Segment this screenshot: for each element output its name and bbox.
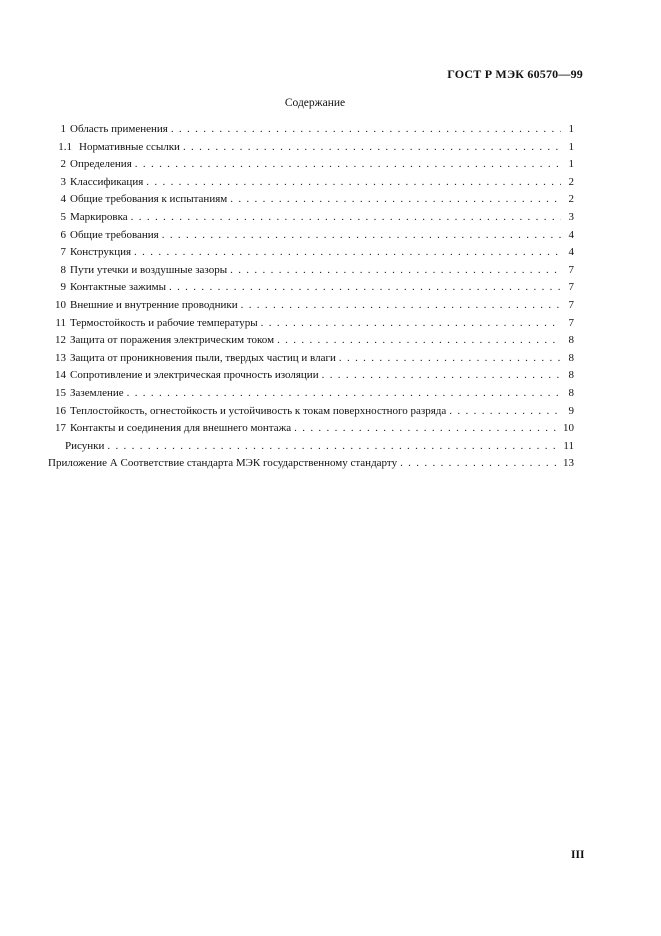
toc-entry-number: 1.1	[58, 140, 72, 153]
toc-entry-number: 5	[60, 210, 66, 223]
toc-entry[interactable]	[48, 385, 574, 403]
toc-entry[interactable]	[48, 209, 574, 227]
toc-entry[interactable]	[48, 244, 574, 262]
document-code: ГОСТ Р МЭК 60570—99	[447, 67, 583, 81]
toc-entry-number: 11	[55, 316, 66, 329]
toc-entry-title: Область применения	[70, 123, 168, 135]
toc-title: Содержание	[284, 97, 346, 109]
toc-entry-title: Защита от поражения электрическим током	[70, 334, 275, 347]
toc-entry-page: 10	[563, 422, 574, 435]
toc-entry[interactable]	[48, 174, 574, 192]
toc-entry-title: Термостойкость и рабочие температуры	[70, 316, 258, 329]
toc-entry-number: 1	[60, 123, 66, 135]
toc-entry[interactable]	[48, 121, 574, 139]
toc-entry-page: 8	[568, 334, 574, 347]
toc-entry[interactable]	[48, 156, 574, 174]
page-number: III	[571, 849, 585, 861]
toc-dot-leader	[261, 315, 561, 333]
toc-entry[interactable]	[48, 350, 574, 368]
toc-dot-leader	[131, 209, 561, 227]
toc-entry-page: 9	[568, 404, 574, 417]
toc-dot-leader	[277, 332, 561, 350]
toc-entry[interactable]	[48, 191, 574, 209]
toc-entry-title: Приложение А Соответствие стандарта МЭК государственному стандарту	[48, 457, 398, 470]
toc-entry-title: Сопротивление и электрическая прочность изоляции	[70, 369, 319, 382]
toc-entry-title: Защита от проникновения пыли, твердых частиц и влаги	[70, 351, 336, 364]
toc-entry-number: 9	[60, 281, 66, 294]
toc-entry-page: 4	[568, 246, 574, 259]
toc-entry-title: Заземление	[70, 386, 124, 399]
toc-dot-leader	[134, 244, 561, 262]
toc-entry-title: Теплостойкость, огнестойкость и устойчивость к токам поверхностного разряда	[70, 404, 447, 417]
toc-entry[interactable]	[48, 315, 574, 333]
toc-dot-leader	[183, 139, 561, 157]
toc-entry-page: 8	[568, 351, 574, 364]
toc-entry-number: 3	[60, 175, 66, 188]
toc-dot-leader	[135, 156, 561, 174]
toc-entry-page: 8	[568, 386, 574, 399]
toc-dot-leader	[294, 420, 560, 438]
toc-entry-number: 7	[60, 246, 66, 259]
toc-entry-number: 14	[55, 369, 66, 382]
toc-entry-number: 6	[60, 228, 66, 241]
toc-entry-page: 7	[568, 263, 574, 276]
toc-dot-leader	[230, 262, 561, 280]
toc-entry-number: 8	[60, 263, 66, 276]
toc-entry-page: 4	[568, 228, 574, 241]
toc-entry[interactable]	[48, 139, 574, 157]
toc-entry-page: 2	[568, 175, 574, 188]
toc-entry-page: 7	[568, 316, 574, 329]
toc-entry-number: 15	[55, 386, 66, 399]
toc-entry[interactable]	[48, 332, 574, 350]
toc-entry-title: Общие требования	[70, 228, 159, 241]
toc-entry-title: Нормативные ссылки	[79, 140, 180, 153]
toc-entry-page: 2	[568, 193, 574, 206]
toc-entry-title: Контакты и соединения для внешнего монтажа	[70, 422, 292, 435]
toc-dot-leader	[162, 227, 561, 245]
toc-entry-number: 13	[55, 351, 66, 364]
toc-entry-page: 11	[563, 439, 574, 452]
toc-entry-title: Определения	[70, 158, 132, 171]
toc-entry-number: 12	[55, 334, 66, 347]
toc-entry-title: Классификация	[70, 175, 144, 188]
toc-dot-leader	[241, 297, 561, 315]
toc-entry-page: 1	[568, 158, 574, 171]
toc-entry-page: 7	[568, 281, 574, 294]
toc-entry-appendix[interactable]	[48, 455, 574, 473]
toc-entry[interactable]	[48, 227, 574, 245]
toc-entry[interactable]	[48, 279, 574, 297]
toc-dot-leader	[400, 455, 560, 473]
toc-entry-title: Пути утечки и воздушные зазоры	[70, 263, 228, 276]
toc-entry-title: Общие требования к испытаниям	[70, 193, 228, 206]
toc-entry-number: 17	[55, 422, 66, 435]
toc-entry-number: 2	[60, 158, 66, 171]
toc-entry-number: 10	[55, 298, 66, 311]
toc-dot-leader	[146, 174, 561, 192]
toc-dot-leader	[107, 438, 560, 456]
toc-entry-page: 8	[568, 369, 574, 382]
toc-entry-number: 4	[60, 193, 66, 206]
toc-entry-title: Рисунки	[65, 439, 105, 452]
toc-entry[interactable]	[48, 262, 574, 280]
toc-entry-number: 16	[55, 404, 66, 417]
toc-entry-page: 1	[568, 140, 574, 153]
toc-dot-leader	[171, 121, 561, 139]
toc-entry-page: 7	[568, 298, 574, 311]
toc-entry-page: 13	[563, 457, 574, 470]
toc-entry-page: 1	[568, 123, 574, 135]
toc-dot-leader	[322, 367, 561, 385]
toc-entry-title: Маркировка	[70, 210, 128, 223]
toc-entry-title: Конструкция	[70, 246, 132, 259]
toc-dot-leader	[449, 403, 561, 421]
toc-dot-leader	[169, 279, 561, 297]
toc-entry-title: Внешние и внутренние проводники	[70, 298, 238, 311]
toc-dot-leader	[127, 385, 561, 403]
table-of-contents	[48, 121, 574, 473]
toc-entry[interactable]	[48, 367, 574, 385]
toc-entry-page: 3	[568, 210, 574, 223]
toc-entry[interactable]	[48, 438, 574, 456]
toc-entry[interactable]	[48, 297, 574, 315]
toc-entry[interactable]	[48, 420, 574, 438]
toc-dot-leader	[339, 350, 561, 368]
toc-entry[interactable]	[48, 403, 574, 421]
toc-entry-title: Контактные зажимы	[70, 281, 166, 294]
toc-dot-leader	[230, 191, 561, 209]
